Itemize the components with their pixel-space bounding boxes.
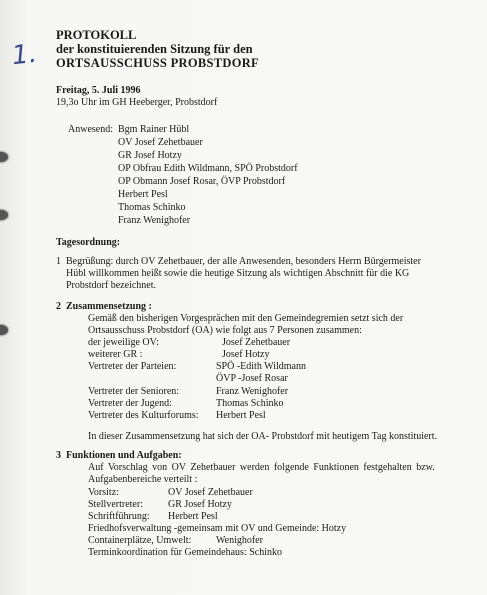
attendee-name: OP Obfrau Edith Wildmann, SPÖ Probstdorf <box>118 163 298 174</box>
item2-intro: Gemäß den bisherigen Vorgesprächen mit den Gemeindegremien setzt sich der <box>88 313 404 324</box>
meeting-time-place: 19,3o Uhr im GH Heeberger, Probstdorf <box>56 97 218 108</box>
member-role: der jeweilige OV: <box>88 337 159 348</box>
member-role: Vertreter der Senioren: <box>88 386 180 397</box>
agenda-item-number: 2 <box>56 301 61 312</box>
doc-subtitle: der konstituierenden Sitzung für den <box>56 42 253 56</box>
member-role: Vertreter der Parteien: <box>88 361 177 372</box>
punch-hole <box>0 152 8 162</box>
attendee-name: GR Josef Hotzy <box>118 150 182 161</box>
agenda-heading: Tagesordnung: <box>56 237 121 248</box>
function-line: Terminkoordination für Gemeindehaus: Schinko <box>88 547 282 558</box>
item3-intro: Aufgabenbereiche verteilt : <box>88 474 198 485</box>
item1-text: Hübl willkommen heißt sowie die heutige Sitzung als wichtigen Abschnitt für die KG <box>66 268 410 279</box>
member-person: Herbert Pesl <box>216 410 266 421</box>
function-role: Stellvertreter: <box>88 499 143 510</box>
item1-text: Probstdorf bezeichnet. <box>66 280 156 291</box>
member-role: weiterer GR : <box>88 349 143 360</box>
attendee-name: Bgm Rainer Hübl <box>118 124 190 135</box>
doc-committee: ORTSAUSSCHUSS PROBSTDORF <box>56 56 259 70</box>
function-role: Containerplätze, Umwelt: <box>88 535 192 546</box>
attendee-name: Herbert Pesl <box>118 189 168 200</box>
attendee-name: OV Josef Zehetbauer <box>118 137 203 148</box>
item2-heading: Zusammensetzung : <box>66 301 152 312</box>
doc-title: PROTOKOLL <box>56 28 137 42</box>
margin-mark: 1. <box>10 38 39 72</box>
agenda-item-number: 1 <box>56 256 61 267</box>
attendee-name: Thomas Schinko <box>118 202 186 213</box>
function-person: OV Josef Zehetbauer <box>168 487 253 498</box>
punch-hole <box>0 210 8 220</box>
attendees-label: Anwesend: <box>68 124 113 135</box>
member-person: SPÖ -Edith Wildmann <box>216 361 306 372</box>
item1-text: Begrüßung: durch OV Zehetbauer, der alle Anwesenden, besonders Herrn Bürgermeister <box>66 256 421 267</box>
member-person: Thomas Schinko <box>216 398 284 409</box>
member-role: Vertreter des Kulturforums: <box>88 410 199 421</box>
function-line: Friedhofsverwaltung -gemeinsam mit OV und Gemeinde: Hotzy <box>88 523 347 534</box>
item3-heading: Funktionen und Aufgaben: <box>66 450 182 461</box>
attendee-name: OP Obmann Josef Rosar, ÖVP Probstdorf <box>118 176 286 187</box>
function-person: GR Josef Hotzy <box>168 499 232 510</box>
agenda-item-number: 3 <box>56 450 61 461</box>
member-role: Vertreter der Jugend: <box>88 398 172 409</box>
function-person: Wenighofer <box>216 535 263 546</box>
function-person: Herbert Pesl <box>168 511 218 522</box>
item3-intro: Auf Vorschlag von OV Zehetbauer werden folgende Funktionen festgehalten bzw. <box>88 462 435 473</box>
member-person: Josef Hotzy <box>222 349 270 360</box>
member-person: ÖVP -Josef Rosar <box>216 373 288 384</box>
member-person: Franz Wenighofer <box>216 386 289 397</box>
meeting-date: Freitag, 5. Juli 1996 <box>56 85 141 96</box>
item2-intro: Ortsausschuss Probstdorf (OA) wie folgt aus 7 Personen zusammen: <box>88 325 362 336</box>
punch-hole <box>0 325 8 335</box>
function-role: Vorsitz: <box>88 487 119 498</box>
member-person: Josef Zehetbauer <box>222 337 291 348</box>
attendee-name: Franz Wenighofer <box>118 215 191 226</box>
item2-closing: In dieser Zusammensetzung hat sich der OA- Probstdorf mit heutigem Tag konstituiert. <box>88 431 438 442</box>
function-role: Schriftführung: <box>88 511 150 522</box>
